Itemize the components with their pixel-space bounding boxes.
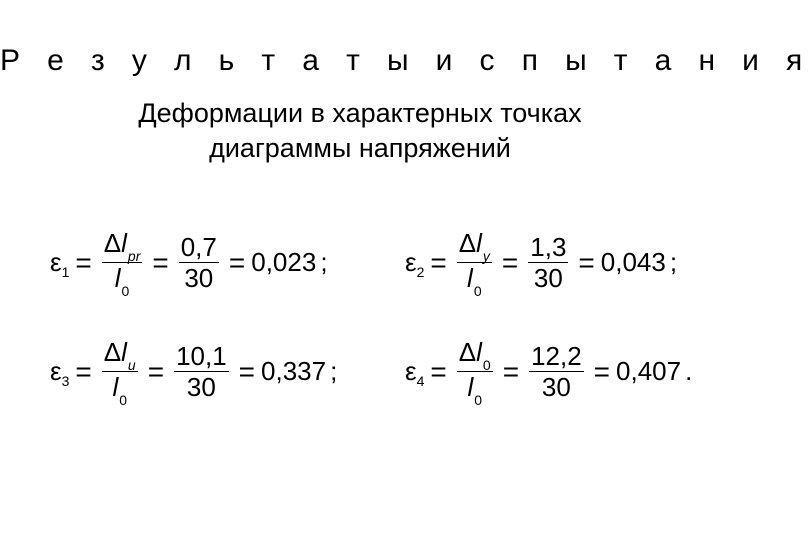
equals-sign: = <box>75 246 92 278</box>
fraction-values <box>529 341 584 402</box>
equation-epsilon-1 <box>50 228 328 297</box>
fraction-denominator: $l_0$ <box>114 263 130 299</box>
fraction-numerator: 1,3 <box>530 232 567 262</box>
fraction-delta-l <box>102 337 138 406</box>
fraction-denominator: $l_0$ <box>467 263 482 299</box>
equation-terminator: ; <box>320 247 328 277</box>
epsilon-symbol: ε <box>50 247 62 277</box>
fraction-denominator: $l_0$ <box>112 372 128 408</box>
fraction-delta-l <box>457 337 493 406</box>
equals-sign: = <box>578 246 595 278</box>
equation-result: 0,337 <box>261 356 327 386</box>
epsilon-symbol: ε <box>50 356 62 386</box>
fraction-denominator: 30 <box>184 263 214 293</box>
equation-terminator: ; <box>330 356 338 386</box>
fraction-denominator: 30 <box>186 372 216 402</box>
fraction-numerator: 10,1 <box>176 341 227 371</box>
slide-subtitle <box>0 96 720 166</box>
equation-epsilon-4 <box>405 337 692 406</box>
fraction-values <box>528 232 568 293</box>
equation-result: 0,407 <box>616 356 682 386</box>
subtitle-line-1: Деформации в характерных точках <box>138 98 582 128</box>
equals-sign: = <box>75 355 92 387</box>
epsilon-index: 3 <box>61 372 70 389</box>
equation-result: 0,023 <box>251 247 317 277</box>
equals-sign: = <box>228 246 246 278</box>
equals-sign: = <box>593 355 611 387</box>
epsilon-index: 4 <box>416 372 425 389</box>
fraction-denominator: 30 <box>533 263 563 293</box>
epsilon-index: 2 <box>416 263 425 280</box>
equals-sign: = <box>152 246 169 278</box>
fraction-numerator: $\Delta l_y$ <box>458 228 490 264</box>
fraction-denominator: $l_0$ <box>467 372 483 408</box>
equals-sign: = <box>502 355 520 387</box>
epsilon-symbol: ε <box>405 247 417 277</box>
fraction-denominator: 30 <box>541 372 571 402</box>
equation-terminator: ; <box>669 247 678 277</box>
equals-sign: = <box>501 246 519 278</box>
epsilon-symbol: ε <box>405 356 417 386</box>
fraction-numerator: $\Delta l_u$ <box>103 337 136 373</box>
slide-title: Р е з у л ь т а т ы и с п ы т а н и я <box>0 44 812 77</box>
fraction-delta-l <box>457 228 492 297</box>
fraction-delta-l <box>102 228 143 297</box>
fraction-numerator: $\Delta l_0$ <box>458 337 491 373</box>
fraction-numerator: $\Delta l_{pr}$ <box>103 228 141 264</box>
equals-sign: = <box>147 355 165 387</box>
equals-sign: = <box>238 355 256 387</box>
equals-sign: = <box>430 355 447 387</box>
equation-epsilon-3 <box>50 337 337 406</box>
equation-terminator: . <box>685 356 693 386</box>
fraction-values <box>179 232 219 293</box>
subtitle-line-2: диаграммы напряжений <box>209 133 511 163</box>
fraction-values <box>174 341 229 402</box>
epsilon-index: 1 <box>61 263 70 280</box>
equation-epsilon-2 <box>405 228 677 297</box>
equals-sign: = <box>430 246 447 278</box>
equation-result: 0,043 <box>600 247 666 277</box>
fraction-numerator: 12,2 <box>531 341 582 371</box>
fraction-numerator: 0,7 <box>180 232 217 262</box>
